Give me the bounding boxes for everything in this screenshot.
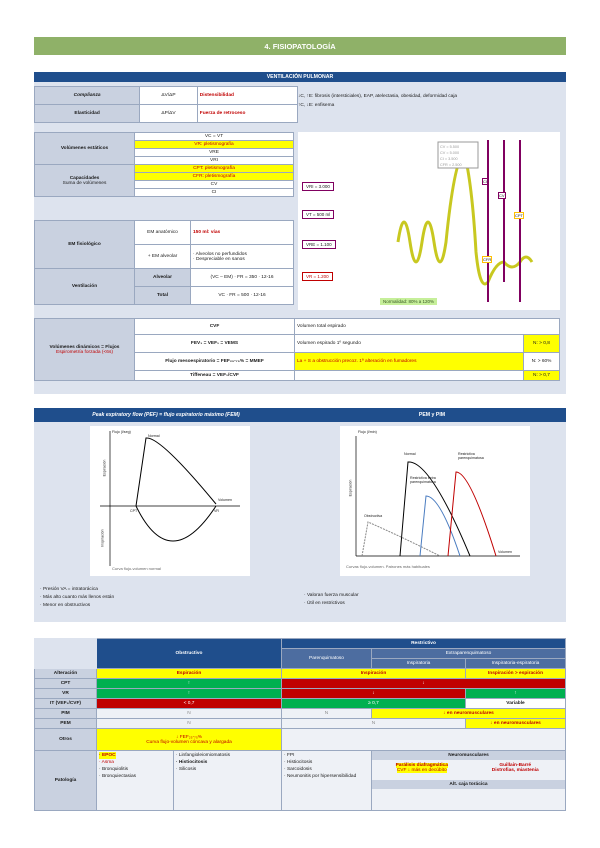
volume-label: Volumen — [218, 498, 232, 502]
flow-axis-label: Flujo (l/seg) — [112, 430, 131, 434]
em-alv-item: · Alveolos no perfundidos — [193, 252, 291, 257]
nm-header: Neuromusculares — [372, 751, 565, 760]
cell-otros — [97, 729, 282, 751]
ci-label: CI — [483, 179, 487, 184]
vent-title: Ventilación — [71, 284, 98, 289]
row-label: CPT — [35, 679, 97, 689]
note-1: ↓C, ↑E: fibrosis (intersticiales), EAP, atelectasia, obesidad, deformidad caja — [298, 94, 458, 99]
extraparenchymal-header: Extraparenquimatoso — [372, 649, 566, 659]
vol-row: VRE — [135, 149, 294, 157]
cell-obst: N — [97, 709, 282, 719]
vent-total-val: VC · FR = 500 · 12-16 — [191, 287, 294, 305]
dynamic-volumes-table — [34, 318, 560, 381]
pat-item: · Linfangioleiomiomatosis — [176, 752, 279, 759]
pat-item: · Asma — [99, 759, 171, 766]
cfr-label: CFR — [483, 257, 492, 262]
cell-extra: Variable — [466, 699, 566, 709]
dyn-row-n: N: > 0,7 — [524, 371, 560, 381]
cell-extra: Inspiración > espiración — [466, 669, 566, 679]
otros-1: ↓ FEF₂₅-₇₅% — [175, 734, 203, 740]
em-anat-val: 150 ml: vías — [191, 221, 294, 245]
patterns-table — [34, 638, 566, 811]
pat-item: · Histiocitosis — [176, 759, 279, 766]
capacities-sub: Suma de volúmenes — [62, 180, 107, 186]
dyn-row-desc: Volumen espirado 1º segundo — [295, 335, 524, 353]
flow-axis-label: Flujo (l/min) — [358, 430, 377, 434]
em-anat: EM anatómico — [135, 221, 191, 245]
elasticity-label: Elasticidad — [35, 105, 140, 123]
legend-line: CFR = 2.500 — [440, 163, 462, 167]
dyn-row-name: Tiffeneau = VEF₁/CVF — [135, 371, 295, 381]
cap-row: CV — [135, 181, 294, 189]
inspiratory-header: Inspiratoria — [372, 659, 466, 669]
pef-bullet: · Más alto cuanto más llenos están — [40, 594, 114, 602]
vol-row: VR: pletismografía — [135, 141, 294, 149]
dyn-row-name: CVF — [135, 319, 295, 335]
pat-item: · Sarcoidosis — [284, 766, 369, 773]
legend-line: CI = 3.500 — [440, 157, 458, 161]
note-2: ↑C, ↓E: enfisema — [298, 103, 335, 108]
cap-row: CPT: pletismografía — [135, 165, 294, 173]
dyn-row-desc: La + S a obstrucción precoz. 1ª alteración en fumadores — [295, 353, 524, 371]
pat-item: · FPI — [284, 752, 369, 759]
capacity-arrows — [488, 140, 520, 302]
vent-alveolar-val: (VC – EM) · FR = 350 · 12-16 — [191, 269, 294, 287]
nm-item: Parálisis diafragmática — [395, 763, 448, 768]
dyn-label — [35, 319, 135, 381]
page-title: 4. FISIOPATOLOGÍA — [34, 37, 566, 55]
parenchymal-header: Parenquimatoso — [282, 649, 372, 669]
normal-caption: Curva flujo-volumen normal — [112, 566, 161, 571]
cell-par: ≥ 0,7 — [282, 699, 466, 709]
pat-obst-2 — [173, 751, 281, 811]
em-label: EM fisiológico — [35, 221, 135, 269]
vol-row: VRI — [135, 157, 294, 165]
insp-esp-header: Inspiratoria-espiratoria — [466, 659, 566, 669]
pef-bullet: · Menor en obstructivos — [40, 602, 114, 610]
pat-obst-1 — [97, 751, 174, 811]
spirogram-line — [398, 152, 532, 284]
row-label: PEM — [35, 719, 97, 729]
cell-extra: ↓ en neuromusculares — [372, 709, 566, 719]
obstructive-header: Obstructivo — [97, 639, 282, 669]
vr-point-label: VR — [214, 509, 219, 513]
empty-corner — [35, 639, 97, 669]
vr-label: VR = 1.200 — [302, 272, 333, 281]
pat-item: · Bronquiolitis — [99, 766, 171, 773]
cpt-label: CPT — [515, 213, 523, 218]
obst-label: Obstructiva — [364, 514, 383, 518]
normal-range: Normalidad: 80% a 120% — [380, 298, 437, 305]
legend-line: CV = 5.000 — [440, 151, 460, 155]
row-label: Otros — [35, 729, 97, 751]
row-label: Alteración — [35, 669, 97, 679]
restrictive-header: Restrictivo — [282, 639, 566, 649]
cell-par: ↓ — [282, 679, 566, 689]
dead-space-table — [34, 220, 294, 305]
otros-2: Curva flujo-volumen cóncava y alargada — [146, 739, 232, 745]
capacities-title: Capacidades — [69, 175, 100, 181]
vri-label: VRI = 3.000 — [302, 182, 334, 191]
cell-obst: Espiración — [97, 669, 282, 679]
cap-row: CFR: pletismografía — [135, 173, 294, 181]
static-volumes-label: Volúmenes estáticos — [35, 133, 135, 165]
vt-label: VT = 500 ml — [302, 210, 334, 219]
volumes-table — [34, 132, 294, 197]
pat-item: · EPOC — [99, 752, 116, 759]
expiration-curve — [136, 438, 216, 506]
compliance-prop: Distensibilidad — [197, 87, 297, 105]
esp-axis-label: Espiración — [102, 459, 107, 477]
vent-alveolar: Alveolar — [135, 269, 191, 287]
elasticity-formula: ΔP/ΔV — [140, 105, 198, 123]
nm-item: Guillain-Barré — [499, 763, 532, 768]
volume-graph — [298, 132, 560, 310]
pem-pim-header: PEM y PIM — [298, 408, 566, 422]
volume-label: Volumen — [498, 550, 512, 554]
ventilation-header: VENTILACIÓN PULMONAR — [34, 72, 566, 82]
pat-item: · Histiocitosis — [284, 759, 369, 766]
cap-row: CI — [135, 189, 294, 197]
compliance-notes — [298, 92, 560, 110]
cell-par: N — [282, 709, 372, 719]
cell-obst: ↑ — [97, 679, 282, 689]
cell-obst: ↑ — [97, 689, 282, 699]
dyn-row-n: N: > 0,8 — [524, 335, 560, 353]
flow-volume-normal — [90, 426, 250, 576]
em-alv: + EM alveolar — [135, 245, 191, 269]
cell-empty — [282, 729, 566, 751]
cell-par: Inspiración — [282, 669, 466, 679]
pef-bullets — [40, 586, 114, 610]
spirogram-svg — [298, 132, 560, 310]
cell-obst: N — [97, 719, 282, 729]
restr-extra-label: Restrictiva extra parenquimatosa — [410, 476, 436, 484]
pem-bullets — [304, 592, 359, 608]
pem-bullet: · Valoran fuerza muscular — [304, 592, 359, 600]
insp-axis-label: Inspiración — [100, 529, 105, 547]
em-alv-item: · Despreciable en sanos — [193, 257, 291, 262]
restr-par-label: Restrictiva parenquimatosa — [458, 452, 484, 460]
cell-extra: ↓ en neuromusculares — [466, 719, 566, 729]
row-label: IT (VEF₁/CVF) — [35, 699, 97, 709]
row-label: PIM — [35, 709, 97, 719]
pat-item: · Bronquiectasias — [99, 773, 171, 780]
pem-bullet: · Útil en restrictivos — [304, 600, 359, 608]
cell-par: N — [282, 719, 466, 729]
pat-item: · Neumonitis por hipersensibilidad — [284, 773, 369, 780]
pef-bullet: · Presión VA = intratorácica — [40, 586, 114, 594]
flow-volume-patterns — [340, 426, 530, 576]
vent-total: Total — [135, 287, 191, 305]
patterns-caption: Curvas flujo-volumen. Patrones más habituales — [346, 564, 430, 569]
cpt-point-label: CPT — [130, 509, 138, 513]
compliance-formula: ΔV/ΔP — [140, 87, 198, 105]
pat-item: · Silicosis — [176, 766, 279, 773]
capacities-label — [35, 165, 135, 197]
compliance-label: Complianza — [35, 87, 140, 105]
legend-line: CV = 5.500 — [440, 145, 460, 149]
nm-item: Distrofias, miastenia — [491, 768, 539, 773]
graph-legend — [440, 144, 462, 168]
pef-header: Peak expiratory flow (PEF) = flujo espiratorio máximo (FEM) — [34, 408, 298, 422]
compliance-table — [34, 86, 298, 123]
row-label: Patología — [35, 751, 97, 811]
row-label: VR — [35, 689, 97, 699]
nm-item: CVF ↓ más en decúbito — [396, 768, 447, 773]
normal-label: Normal — [404, 452, 416, 456]
elasticity-prop: Fuerza de retroceso — [197, 105, 297, 123]
cell-extra: ↑ — [466, 689, 566, 699]
dyn-row-name: Flujo mesoespiratorio = FEF₂₅-₇₅% = MMEF — [135, 353, 295, 371]
esp-axis-label: Espiración — [348, 479, 353, 497]
dyn-row-desc: Volumen total espirado — [295, 319, 560, 335]
dyn-row-name: FEV₁ = VEF₁ = VEMS — [135, 335, 295, 353]
cv-label: CV — [499, 193, 505, 198]
dyn-row-n: N: > 60% — [524, 353, 560, 371]
caja-header: Alt. caja torácica — [372, 780, 565, 789]
cell-obst: < 0,7 — [97, 699, 282, 709]
restrictive-extra-pattern — [420, 496, 460, 556]
vre-label: VRE = 1.100 — [302, 240, 336, 249]
inspiration-curve — [136, 506, 216, 541]
dyn-title: Volúmenes dinámicos = Flujos — [49, 344, 120, 350]
dyn-empty — [295, 371, 524, 381]
vol-row: VC = VT — [135, 133, 294, 141]
normal-label: Normal — [148, 434, 160, 438]
vent-label — [35, 269, 135, 305]
dyn-sub: Espirometría forzada (<6s) — [56, 349, 113, 355]
cell-par: ↓ — [282, 689, 466, 699]
pat-par — [282, 751, 372, 811]
pat-extra — [372, 751, 566, 811]
